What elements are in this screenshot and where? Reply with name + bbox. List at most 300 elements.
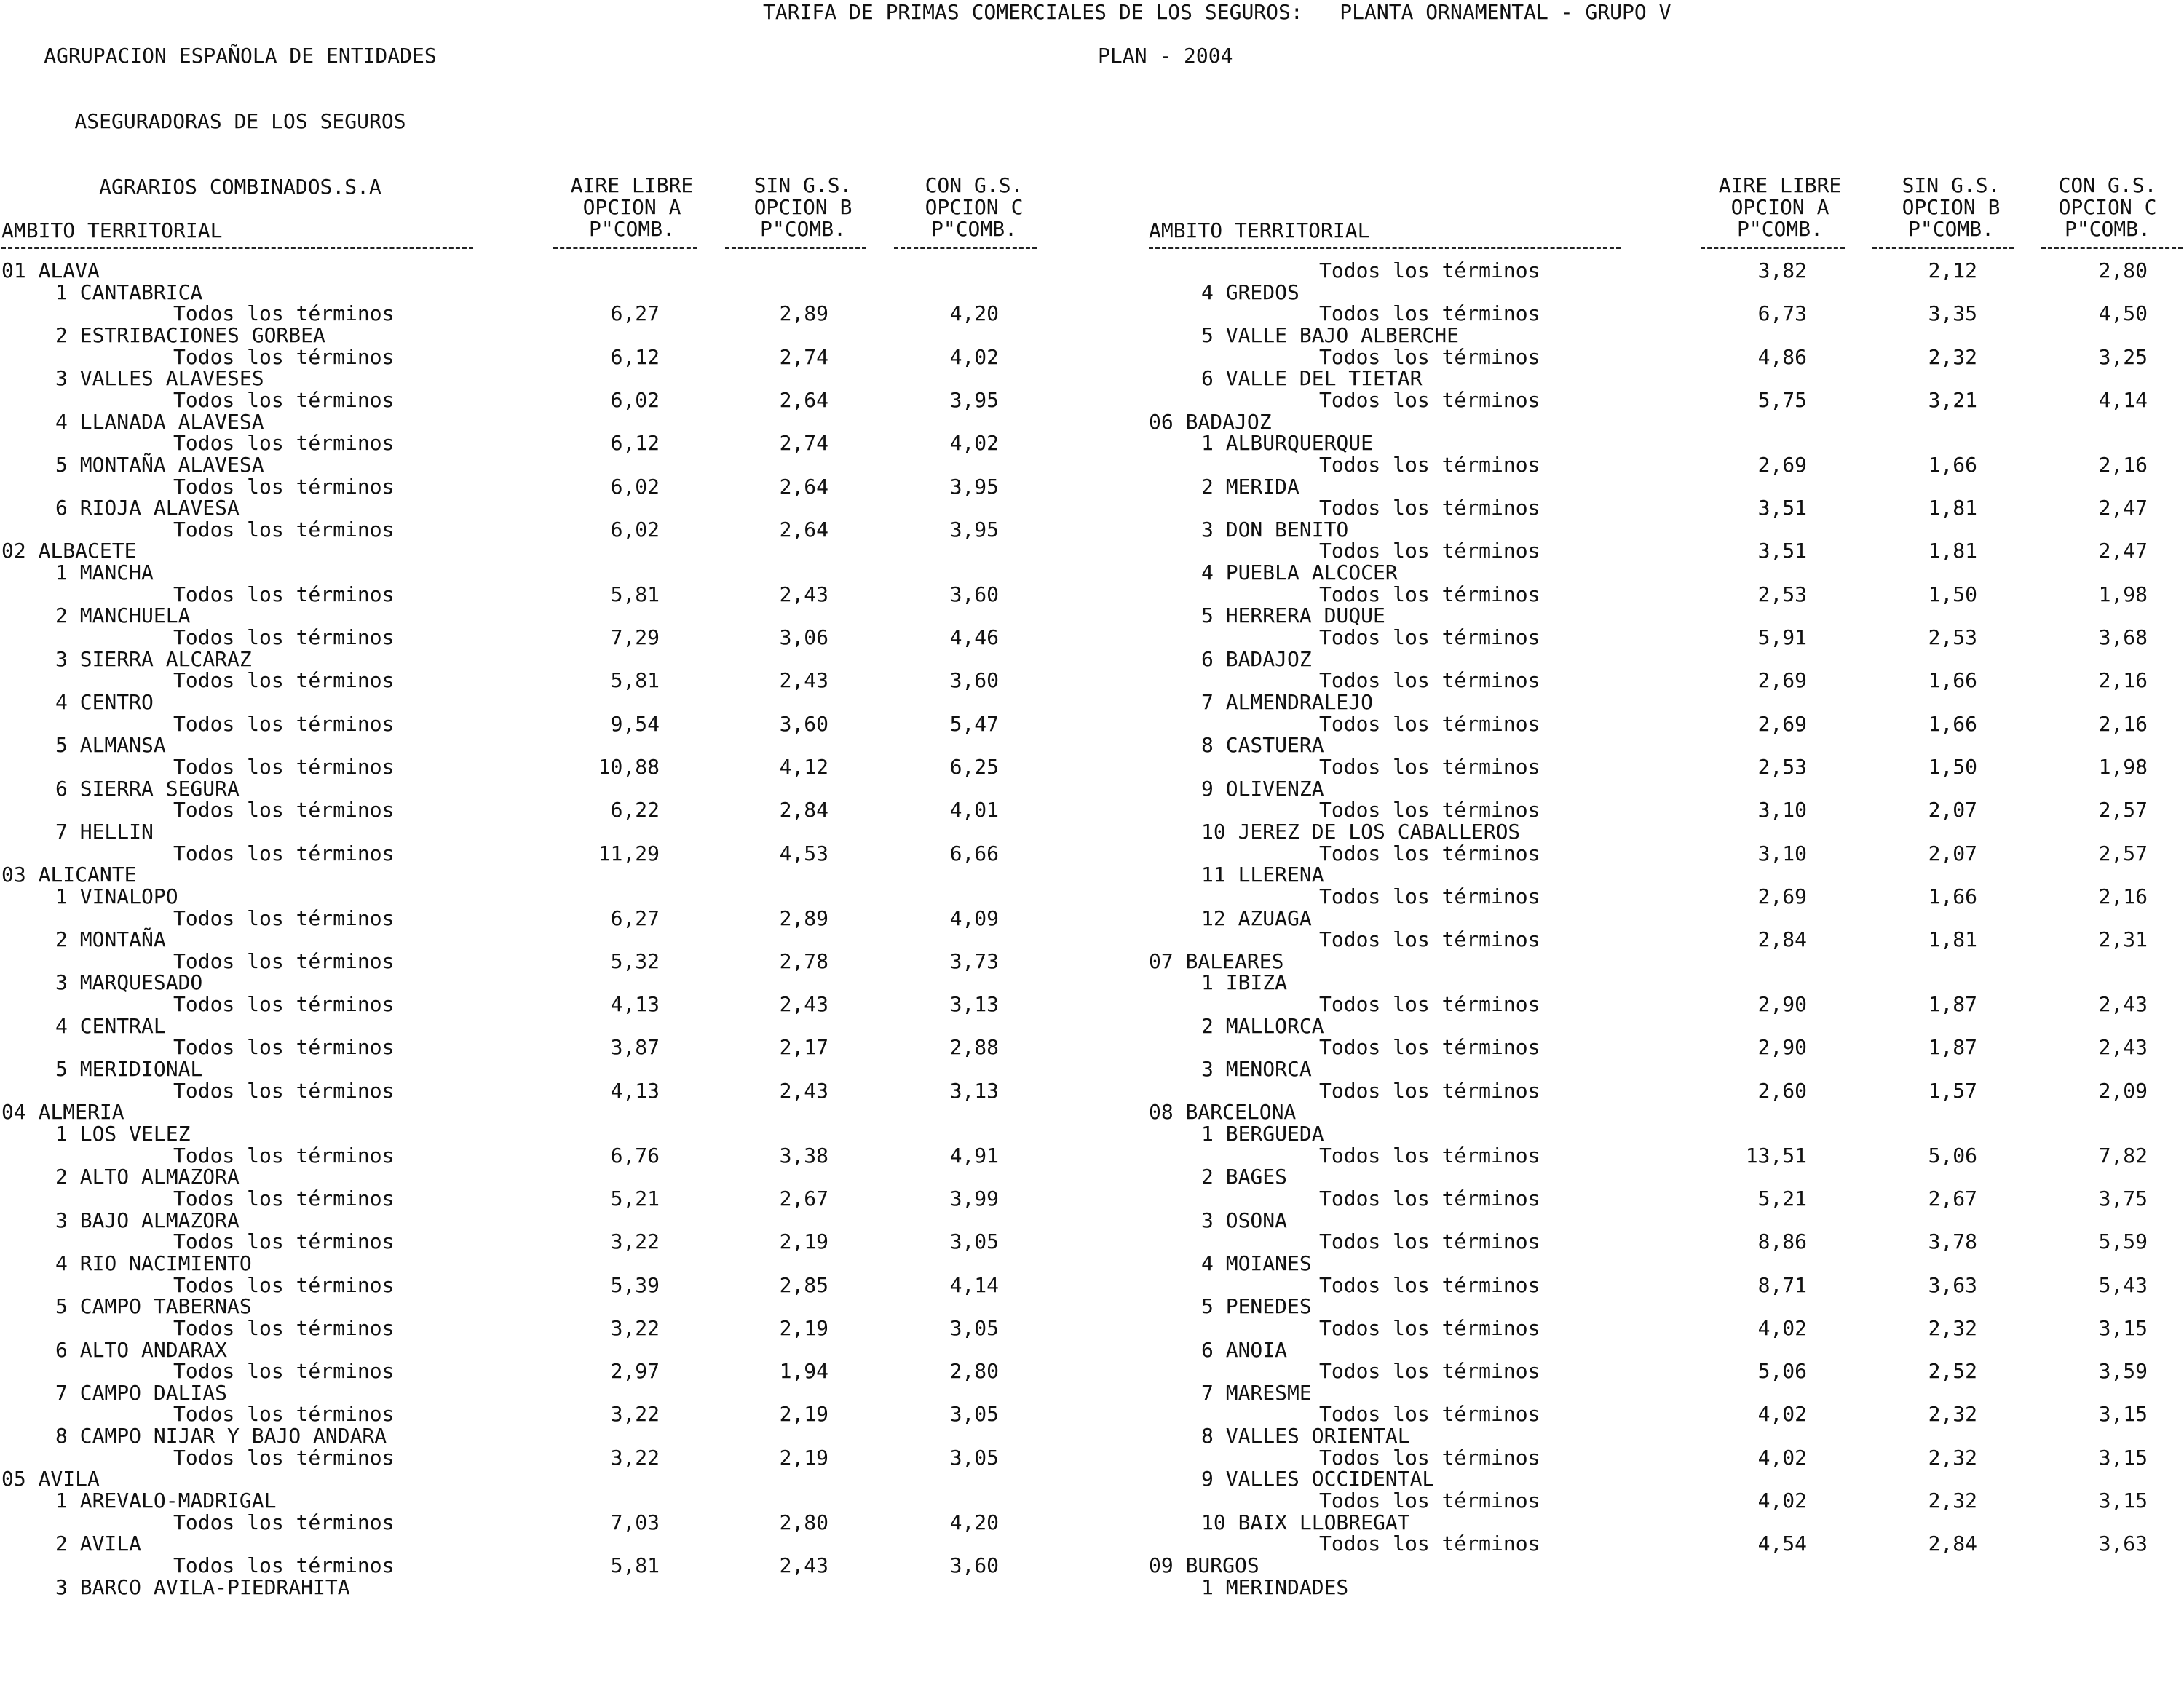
premium-option-a: 5,81 <box>610 668 660 693</box>
premium-option-b: 4,12 <box>779 754 828 779</box>
term-label: Todos los términos <box>173 301 395 326</box>
col-b-line-2: OPCION B <box>753 195 852 219</box>
premium-option-b: 1,87 <box>1928 1035 1977 1060</box>
comarca-label: 3 DON BENITO <box>1201 517 1349 542</box>
premium-option-b: 2,67 <box>779 1186 828 1210</box>
term-label: Todos los términos <box>173 668 395 693</box>
premium-option-a: 5,06 <box>1757 1359 1807 1384</box>
premium-option-c: 3,05 <box>949 1229 999 1254</box>
col-b-line-3: P"COMB. <box>759 217 846 241</box>
comarca-label: 5 MONTAÑA ALAVESA <box>55 452 264 477</box>
term-label: Todos los términos <box>1319 1402 1540 1427</box>
header-rule <box>1701 247 1845 249</box>
col-a-line-1: AIRE LIBRE <box>1718 173 1842 197</box>
term-label: Todos los términos <box>1319 754 1540 779</box>
premium-option-a: 3,10 <box>1757 798 1807 823</box>
premium-option-b: 1,66 <box>1928 884 1977 908</box>
comarca-label: 3 VALLES ALAVESES <box>55 366 264 391</box>
term-label: Todos los términos <box>173 1315 395 1340</box>
province-label: 04 ALMERIA <box>1 1100 124 1125</box>
premium-option-c: 4,01 <box>949 798 999 823</box>
premium-option-a: 3,22 <box>610 1229 660 1254</box>
term-label: Todos los términos <box>173 948 395 973</box>
premium-option-b: 2,19 <box>779 1315 828 1340</box>
comarca-label: 2 MANCHUELA <box>55 603 191 628</box>
col-c-line-2: OPCION C <box>2058 195 2157 219</box>
term-label: Todos los términos <box>1319 884 1540 908</box>
comarca-label: 7 MARESME <box>1201 1380 1312 1405</box>
premium-option-c: 3,60 <box>949 668 999 693</box>
premium-option-a: 6,12 <box>610 344 660 369</box>
term-label: Todos los términos <box>1319 1489 1540 1513</box>
comarca-label: 6 ANOIA <box>1201 1337 1288 1362</box>
premium-option-c: 3,68 <box>2098 625 2148 650</box>
term-label: Todos los términos <box>1319 1359 1540 1384</box>
premium-option-c: 3,73 <box>949 948 999 973</box>
premium-option-b: 1,66 <box>1928 711 1977 736</box>
premium-option-c: 4,02 <box>949 431 999 456</box>
term-label: Todos los términos <box>1319 1445 1540 1470</box>
premium-option-c: 4,46 <box>949 625 999 650</box>
premium-option-a: 6,27 <box>610 301 660 326</box>
col-b-line-1: SIN G.S. <box>1902 173 2001 197</box>
premium-option-b: 1,66 <box>1928 668 1977 693</box>
col-b-line-2: OPCION B <box>1902 195 2001 219</box>
premium-option-a: 2,69 <box>1757 668 1807 693</box>
premium-option-c: 6,66 <box>949 841 999 865</box>
premium-option-a: 2,84 <box>1757 927 1807 952</box>
term-label: Todos los términos <box>1319 301 1540 326</box>
province-label: 05 AVILA <box>1 1467 100 1491</box>
premium-option-b: 2,74 <box>779 344 828 369</box>
premium-option-b: 2,85 <box>779 1272 828 1297</box>
premium-option-c: 2,16 <box>2098 884 2148 908</box>
comarca-label: 4 RIO NACIMIENTO <box>55 1251 252 1275</box>
term-label: Todos los términos <box>173 754 395 779</box>
premium-option-a: 6,22 <box>610 798 660 823</box>
comarca-label: 2 AVILA <box>55 1532 142 1556</box>
comarca-label: 6 VALLE DEL TIETAR <box>1201 366 1423 391</box>
premium-option-a: 13,51 <box>1745 1143 1807 1168</box>
col-c-line-1: CON G.S. <box>925 173 1024 197</box>
col-c-line-2: OPCION C <box>925 195 1024 219</box>
province-label: 09 BURGOS <box>1149 1553 1259 1577</box>
comarca-label: 7 ALMENDRALEJO <box>1201 690 1374 714</box>
premium-option-a: 3,22 <box>610 1315 660 1340</box>
premium-option-c: 3,15 <box>2098 1315 2148 1340</box>
premium-option-c: 2,09 <box>2098 1078 2148 1103</box>
premium-option-b: 2,19 <box>779 1229 828 1254</box>
premium-option-a: 5,32 <box>610 948 660 973</box>
term-label: Todos los términos <box>173 1143 395 1168</box>
province-label: 08 BARCELONA <box>1149 1100 1297 1125</box>
premium-option-c: 5,47 <box>949 711 999 736</box>
premium-option-a: 3,51 <box>1757 496 1807 520</box>
term-label: Todos los términos <box>1319 1229 1540 1254</box>
premium-option-a: 5,91 <box>1757 625 1807 650</box>
term-label: Todos los términos <box>173 431 395 456</box>
term-label: Todos los términos <box>173 1229 395 1254</box>
premium-option-b: 2,52 <box>1928 1359 1977 1384</box>
premium-option-b: 2,43 <box>779 1078 828 1103</box>
premium-option-b: 2,19 <box>779 1445 828 1470</box>
premium-option-b: 2,17 <box>779 1035 828 1060</box>
term-label: Todos los términos <box>1319 1143 1540 1168</box>
comarca-label: 3 SIERRA ALCARAZ <box>55 646 252 671</box>
premium-option-a: 9,54 <box>610 711 660 736</box>
premium-option-b: 2,43 <box>779 992 828 1017</box>
premium-option-b: 3,06 <box>779 625 828 650</box>
header-rule <box>894 247 1037 249</box>
term-label: Todos los términos <box>173 841 395 865</box>
premium-option-c: 4,09 <box>949 906 999 930</box>
term-label: Todos los términos <box>1319 841 1540 865</box>
premium-option-b: 1,66 <box>1928 452 1977 477</box>
comarca-label: 3 OSONA <box>1201 1208 1288 1232</box>
premium-option-c: 3,60 <box>949 582 999 606</box>
premium-option-a: 11,29 <box>598 841 660 865</box>
province-label: 01 ALAVA <box>1 258 100 282</box>
term-label: Todos los términos <box>1319 1315 1540 1340</box>
premium-option-c: 2,47 <box>2098 496 2148 520</box>
premium-option-a: 6,02 <box>610 474 660 499</box>
premium-option-c: 4,14 <box>949 1272 999 1297</box>
premium-option-b: 3,21 <box>1928 387 1977 412</box>
comarca-label: 10 JEREZ DE LOS CABALLEROS <box>1201 819 1521 844</box>
term-label: Todos los términos <box>173 992 395 1017</box>
comarca-label: 3 MARQUESADO <box>55 970 203 995</box>
term-label: Todos los términos <box>1319 1078 1540 1103</box>
term-label: Todos los términos <box>1319 1186 1540 1210</box>
col-c-line-3: P"COMB. <box>930 217 1017 241</box>
header-rule <box>1149 247 1621 249</box>
premium-option-c: 2,16 <box>2098 711 2148 736</box>
premium-option-a: 6,73 <box>1757 301 1807 326</box>
premium-option-b: 2,78 <box>779 948 828 973</box>
premium-option-c: 3,95 <box>949 517 999 542</box>
comarca-label: 1 LOS VELEZ <box>55 1122 191 1146</box>
premium-option-b: 1,50 <box>1928 754 1977 779</box>
term-label: Todos los términos <box>1319 1035 1540 1060</box>
premium-option-b: 2,84 <box>779 798 828 823</box>
premium-option-a: 2,97 <box>610 1359 660 1384</box>
premium-option-b: 1,81 <box>1928 927 1977 952</box>
premium-option-a: 6,76 <box>610 1143 660 1168</box>
header-rule <box>725 247 866 249</box>
term-label: Todos los términos <box>173 1553 395 1577</box>
term-label: Todos los términos <box>173 1510 395 1534</box>
premium-option-b: 2,74 <box>779 431 828 456</box>
premium-option-c: 3,60 <box>949 1553 999 1577</box>
premium-option-b: 2,84 <box>1928 1532 1977 1556</box>
premium-option-b: 3,78 <box>1928 1229 1977 1254</box>
comarca-label: 8 VALLES ORIENTAL <box>1201 1424 1410 1449</box>
premium-option-c: 5,59 <box>2098 1229 2148 1254</box>
comarca-label: 9 VALLES OCCIDENTAL <box>1201 1467 1435 1491</box>
premium-option-a: 3,82 <box>1757 258 1807 282</box>
premium-option-b: 2,67 <box>1928 1186 1977 1210</box>
term-label: Todos los términos <box>1319 798 1540 823</box>
col-b-line-3: P"COMB. <box>1907 217 1994 241</box>
premium-option-c: 5,43 <box>2098 1272 2148 1297</box>
term-label: Todos los términos <box>1319 387 1540 412</box>
premium-option-a: 6,12 <box>610 431 660 456</box>
comarca-label: 7 HELLIN <box>55 819 154 844</box>
premium-option-b: 2,64 <box>779 474 828 499</box>
comarca-label: 6 BADAJOZ <box>1201 646 1312 671</box>
premium-option-c: 2,57 <box>2098 841 2148 865</box>
term-label: Todos los términos <box>1319 1532 1540 1556</box>
premium-option-c: 2,80 <box>949 1359 999 1384</box>
comarca-label: 11 LLERENA <box>1201 863 1324 887</box>
term-label: Todos los términos <box>1319 625 1540 650</box>
term-label: Todos los términos <box>173 1035 395 1060</box>
premium-option-c: 2,88 <box>949 1035 999 1060</box>
term-label: Todos los términos <box>1319 711 1540 736</box>
premium-option-c: 3,95 <box>949 474 999 499</box>
comarca-label: 2 MALLORCA <box>1201 1013 1324 1038</box>
premium-option-a: 4,13 <box>610 992 660 1017</box>
comarca-label: 2 MONTAÑA <box>55 927 166 952</box>
premium-option-c: 1,98 <box>2098 754 2148 779</box>
premium-option-a: 7,29 <box>610 625 660 650</box>
comarca-label: 2 MERIDA <box>1201 474 1299 499</box>
premium-option-a: 2,90 <box>1757 1035 1807 1060</box>
premium-option-a: 3,51 <box>1757 539 1807 563</box>
premium-option-b: 2,80 <box>779 1510 828 1534</box>
comarca-label: 5 PENEDES <box>1201 1294 1312 1319</box>
premium-option-b: 1,94 <box>779 1359 828 1384</box>
comarca-label: 1 VINALOPO <box>55 884 178 908</box>
document-title: TARIFA DE PRIMAS COMERCIALES DE LOS SEGUROS: PLANTA ORNAMENTAL - GRUPO V <box>763 0 1671 24</box>
premium-option-b: 2,43 <box>779 1553 828 1577</box>
org-line-2: ASEGURADORAS DE LOS SEGUROS <box>74 109 406 133</box>
comarca-label: 4 MOIANES <box>1201 1251 1312 1275</box>
premium-option-b: 1,50 <box>1928 582 1977 606</box>
ambito-header-right: AMBITO TERRITORIAL <box>1149 218 1370 242</box>
col-a-line-1: AIRE LIBRE <box>570 173 694 197</box>
col-c-line-1: CON G.S. <box>2058 173 2157 197</box>
premium-option-a: 4,86 <box>1757 344 1807 369</box>
term-label: Todos los términos <box>1319 452 1540 477</box>
comarca-label: 1 CANTABRICA <box>55 280 203 304</box>
header-rule <box>2041 247 2183 249</box>
term-label: Todos los términos <box>1319 1272 1540 1297</box>
premium-option-c: 3,05 <box>949 1445 999 1470</box>
premium-option-a: 6,27 <box>610 906 660 930</box>
comarca-label: 4 CENTRAL <box>55 1013 166 1038</box>
premium-option-b: 4,53 <box>779 841 828 865</box>
ambito-header-left: AMBITO TERRITORIAL <box>1 218 223 242</box>
term-label: Todos los términos <box>173 1078 395 1103</box>
comarca-label: 8 CAMPO NIJAR Y BAJO ANDARA <box>55 1424 387 1449</box>
premium-option-c: 2,47 <box>2098 539 2148 563</box>
premium-option-a: 5,39 <box>610 1272 660 1297</box>
term-label: Todos los términos <box>1319 582 1540 606</box>
term-label: Todos los términos <box>173 387 395 412</box>
premium-option-b: 2,64 <box>779 517 828 542</box>
org-line-1: AGRUPACION ESPAÑOLA DE ENTIDADES <box>44 44 437 68</box>
premium-option-a: 7,03 <box>610 1510 660 1534</box>
term-label: Todos los términos <box>1319 992 1540 1017</box>
premium-option-c: 2,57 <box>2098 798 2148 823</box>
province-label: 02 ALBACETE <box>1 539 137 563</box>
col-a-line-3: P"COMB. <box>588 217 675 241</box>
premium-option-c: 3,15 <box>2098 1402 2148 1427</box>
comarca-label: 3 MENORCA <box>1201 1057 1312 1082</box>
comarca-label: 2 BAGES <box>1201 1165 1288 1189</box>
comarca-label: 5 MERIDIONAL <box>55 1057 203 1082</box>
premium-option-c: 2,43 <box>2098 1035 2148 1060</box>
premium-option-c: 1,98 <box>2098 582 2148 606</box>
col-c-header-left <box>894 175 1054 240</box>
term-label: Todos los términos <box>1319 539 1540 563</box>
premium-option-c: 3,75 <box>2098 1186 2148 1210</box>
col-a-line-2: OPCION A <box>582 195 681 219</box>
comarca-label: 6 ALTO ANDARAX <box>55 1337 228 1362</box>
premium-option-c: 2,31 <box>2098 927 2148 952</box>
comarca-label: 3 BARCO AVILA-PIEDRAHITA <box>55 1574 350 1599</box>
term-label: Todos los términos <box>173 1359 395 1384</box>
premium-option-c: 3,99 <box>949 1186 999 1210</box>
col-c-line-3: P"COMB. <box>2064 217 2151 241</box>
premium-option-b: 2,89 <box>779 301 828 326</box>
premium-option-b: 2,12 <box>1928 258 1977 282</box>
org-line-3: AGRARIOS COMBINADOS.S.A <box>99 175 381 199</box>
comarca-label: 6 SIERRA SEGURA <box>55 776 240 801</box>
premium-option-a: 5,81 <box>610 1553 660 1577</box>
comarca-label: 2 ESTRIBACIONES GORBEA <box>55 322 325 347</box>
comarca-label: 12 AZUAGA <box>1201 906 1312 930</box>
premium-option-a: 2,69 <box>1757 711 1807 736</box>
premium-option-c: 4,50 <box>2098 301 2148 326</box>
premium-option-a: 4,02 <box>1757 1445 1807 1470</box>
col-b-line-1: SIN G.S. <box>753 173 852 197</box>
comarca-label: 5 CAMPO TABERNAS <box>55 1294 252 1319</box>
premium-option-b: 2,64 <box>779 387 828 412</box>
premium-option-b: 2,32 <box>1928 1445 1977 1470</box>
comarca-label: 8 CASTUERA <box>1201 733 1324 758</box>
comarca-label: 9 OLIVENZA <box>1201 776 1324 801</box>
premium-option-a: 10,88 <box>598 754 660 779</box>
premium-option-c: 4,02 <box>949 344 999 369</box>
term-label: Todos los términos <box>173 906 395 930</box>
comarca-label: 1 MANCHA <box>55 560 154 585</box>
premium-option-b: 2,32 <box>1928 1489 1977 1513</box>
col-b-header-right <box>1871 175 2031 240</box>
term-label: Todos los términos <box>173 1186 395 1210</box>
col-a-line-2: OPCION A <box>1730 195 1829 219</box>
premium-option-b: 2,53 <box>1928 625 1977 650</box>
col-a-line-3: P"COMB. <box>1736 217 1823 241</box>
premium-option-c: 3,15 <box>2098 1445 2148 1470</box>
province-label: 07 BALEARES <box>1149 948 1284 973</box>
premium-option-c: 3,25 <box>2098 344 2148 369</box>
comarca-label: 4 GREDOS <box>1201 280 1299 304</box>
comarca-label: 1 MERINDADES <box>1201 1574 1349 1599</box>
term-label: Todos los términos <box>173 625 395 650</box>
premium-option-a: 2,60 <box>1757 1078 1807 1103</box>
premium-option-c: 3,05 <box>949 1315 999 1340</box>
comarca-label: 5 HERRERA DUQUE <box>1201 603 1385 628</box>
comarca-label: 10 BAIX LLOBREGAT <box>1201 1510 1410 1534</box>
premium-option-a: 3,22 <box>610 1402 660 1427</box>
premium-option-c: 3,15 <box>2098 1489 2148 1513</box>
col-c-header-right <box>2031 175 2184 240</box>
comarca-label: 1 AREVALO-MADRIGAL <box>55 1489 277 1513</box>
premium-option-b: 3,38 <box>779 1143 828 1168</box>
premium-option-b: 2,43 <box>779 668 828 693</box>
premium-option-c: 2,43 <box>2098 992 2148 1017</box>
premium-option-a: 2,69 <box>1757 452 1807 477</box>
premium-option-c: 2,80 <box>2098 258 2148 282</box>
premium-option-b: 2,32 <box>1928 1402 1977 1427</box>
premium-option-b: 5,06 <box>1928 1143 1977 1168</box>
comarca-label: 2 ALTO ALMAZORA <box>55 1165 240 1189</box>
premium-option-b: 2,07 <box>1928 841 1977 865</box>
premium-option-b: 1,81 <box>1928 496 1977 520</box>
premium-option-c: 3,63 <box>2098 1532 2148 1556</box>
term-label: Todos los términos <box>1319 496 1540 520</box>
comarca-label: 4 CENTRO <box>55 690 154 714</box>
premium-option-a: 8,86 <box>1757 1229 1807 1254</box>
comarca-label: 1 ALBURQUERQUE <box>1201 431 1374 456</box>
header-rule <box>1 247 473 249</box>
col-a-header-right <box>1700 175 1860 240</box>
premium-option-a: 5,21 <box>610 1186 660 1210</box>
premium-option-b: 2,32 <box>1928 344 1977 369</box>
premium-option-c: 4,14 <box>2098 387 2148 412</box>
plan-label: PLAN - 2004 <box>1098 44 1233 68</box>
premium-option-a: 6,02 <box>610 517 660 542</box>
term-label: Todos los términos <box>173 1402 395 1427</box>
term-label: Todos los términos <box>173 798 395 823</box>
premium-option-c: 7,82 <box>2098 1143 2148 1168</box>
premium-option-c: 4,20 <box>949 1510 999 1534</box>
premium-option-a: 4,02 <box>1757 1402 1807 1427</box>
term-label: Todos los términos <box>1319 927 1540 952</box>
premium-option-b: 3,35 <box>1928 301 1977 326</box>
comarca-label: 7 CAMPO DALIAS <box>55 1380 228 1405</box>
premium-option-a: 2,53 <box>1757 582 1807 606</box>
premium-option-b: 2,07 <box>1928 798 1977 823</box>
comarca-label: 1 BERGUEDA <box>1201 1122 1324 1146</box>
province-label: 03 ALICANTE <box>1 863 137 887</box>
premium-option-a: 5,81 <box>610 582 660 606</box>
comarca-label: 1 IBIZA <box>1201 970 1288 995</box>
premium-option-c: 4,20 <box>949 301 999 326</box>
term-label: Todos los términos <box>173 1445 395 1470</box>
premium-option-a: 3,87 <box>610 1035 660 1060</box>
premium-option-a: 5,21 <box>1757 1186 1807 1210</box>
province-label: 06 BADAJOZ <box>1149 409 1272 434</box>
premium-option-b: 1,87 <box>1928 992 1977 1017</box>
organization-name <box>22 1 459 220</box>
premium-option-a: 4,13 <box>610 1078 660 1103</box>
header-rule <box>553 247 697 249</box>
term-label: Todos los términos <box>173 517 395 542</box>
col-a-header-left <box>552 175 712 240</box>
premium-option-c: 3,59 <box>2098 1359 2148 1384</box>
premium-option-a: 2,90 <box>1757 992 1807 1017</box>
premium-option-b: 3,60 <box>779 711 828 736</box>
premium-option-c: 4,91 <box>949 1143 999 1168</box>
term-label: Todos los términos <box>1319 258 1540 282</box>
comarca-label: 4 LLANADA ALAVESA <box>55 409 264 434</box>
premium-option-b: 3,63 <box>1928 1272 1977 1297</box>
premium-option-a: 4,02 <box>1757 1489 1807 1513</box>
premium-option-a: 6,02 <box>610 387 660 412</box>
